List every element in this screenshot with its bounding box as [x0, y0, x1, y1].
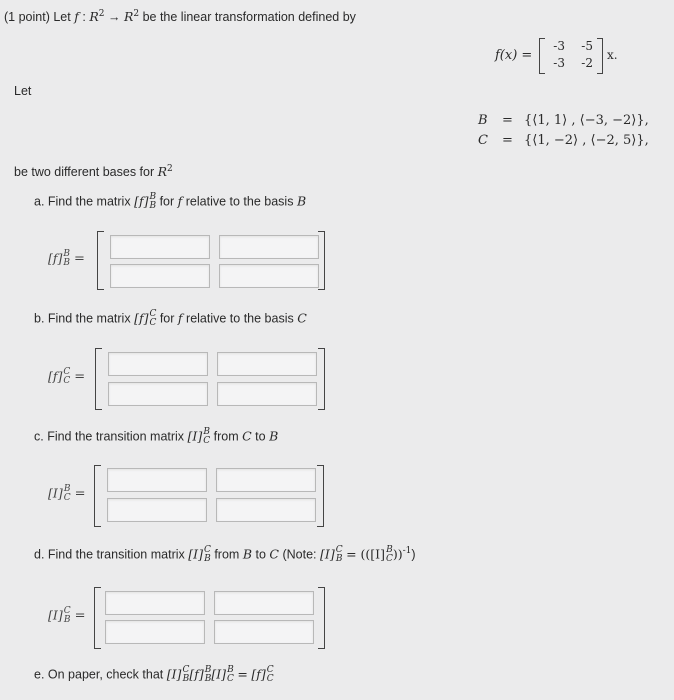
part-a-input-11[interactable]	[110, 235, 210, 259]
part-e-term-3: [I]	[211, 666, 227, 682]
def-m21: -3	[553, 56, 565, 70]
part-a-f: f	[177, 193, 183, 209]
part-d-question	[34, 546, 416, 564]
bases-note-power: 2	[167, 164, 173, 174]
part-d-from: from	[214, 547, 240, 562]
part-e-term-1-sup: C	[182, 665, 190, 675]
part-d-from-basis: B	[242, 546, 252, 562]
part-d-symbol: [I]	[188, 546, 203, 562]
part-e-term-1: [I]	[166, 666, 182, 682]
part-c-answer-sub: C	[63, 493, 71, 503]
bases-note	[14, 164, 173, 179]
definition-rhs: x.	[607, 48, 618, 62]
header-tail: be the linear transformation defined by	[142, 10, 356, 25]
part-a-sub: B	[149, 201, 157, 211]
part-e-term-3-scripts	[227, 666, 234, 684]
part-d-note-power: -1	[402, 546, 412, 557]
part-c-answer-symbol: [I]	[48, 485, 63, 501]
part-a-scripts	[149, 193, 156, 211]
part-d-answer-symbol: [I]	[48, 607, 63, 623]
part-d-input-21[interactable]	[105, 620, 205, 644]
part-d-input-22[interactable]	[214, 620, 314, 644]
bases-block	[478, 113, 668, 155]
part-b-question	[34, 310, 307, 328]
domain-space: R	[89, 9, 99, 25]
part-e-term-3-sup: B	[227, 665, 234, 675]
part-b-input-22[interactable]	[217, 382, 317, 406]
part-c-to: to	[255, 429, 266, 444]
part-d-input-12[interactable]	[214, 591, 314, 615]
part-d-note-inner-sup: B	[386, 545, 393, 555]
part-e-term-3-sub: C	[227, 674, 234, 684]
bases-note-space: R	[157, 164, 168, 180]
part-c-input-22[interactable]	[216, 498, 316, 522]
part-e-result-scripts	[267, 666, 274, 684]
part-d-bracket-left	[94, 587, 101, 649]
part-c-bracket-left	[94, 465, 101, 527]
problem-statement	[4, 9, 356, 24]
basis-C-name: C	[478, 133, 488, 148]
part-c-from: from	[213, 429, 239, 444]
basis-C-value: {⟨1, −2⟩ , ⟨−2, 5⟩},	[524, 133, 649, 148]
part-a-answer-sub: B	[63, 258, 71, 268]
part-b-answer-label	[48, 368, 85, 386]
part-d-sup: C	[203, 545, 211, 555]
part-b-answer-symbol: [f]	[48, 368, 63, 384]
part-b-bracket-right	[318, 348, 325, 410]
basis-B-value: {⟨1, 1⟩ , ⟨−3, −2⟩},	[524, 113, 649, 128]
part-c-symbol: [I]	[187, 428, 203, 444]
part-c-bracket-right	[317, 465, 324, 527]
part-b-input-21[interactable]	[108, 382, 208, 406]
part-e-equals: =	[237, 666, 248, 682]
part-b-relative: relative to the basis	[186, 311, 294, 326]
part-b-answer-sup: C	[63, 367, 71, 377]
part-a-answer-sup: B	[63, 249, 71, 259]
part-b-equals: =	[74, 369, 86, 385]
codomain-power: 2	[133, 9, 140, 19]
part-d-to: to	[255, 547, 266, 562]
part-d-note-formula: = (([I]	[346, 546, 385, 562]
part-a-prefix: a. Find the matrix	[34, 194, 131, 209]
part-b-input-12[interactable]	[217, 352, 317, 376]
part-b-bracket-left	[95, 348, 102, 410]
part-c-equals: =	[74, 486, 86, 502]
def-m11: -3	[553, 39, 565, 53]
part-b-answer-scripts	[63, 368, 70, 386]
let-label: Let	[14, 84, 32, 98]
part-d-note-end: )	[411, 547, 416, 562]
part-c-answer-label	[48, 485, 85, 503]
part-b-sub: C	[149, 318, 157, 328]
definition-bracket-left	[539, 38, 545, 74]
codomain-space: R	[123, 9, 134, 25]
def-m12: -5	[581, 39, 593, 53]
part-b-sup: C	[149, 309, 157, 319]
part-b-answer-sub: C	[63, 376, 71, 386]
part-d-to-basis: C	[269, 546, 279, 562]
def-m22: -2	[581, 56, 593, 70]
part-c-answer-scripts	[64, 485, 71, 503]
colon: :	[82, 10, 86, 25]
part-a-relative: relative to the basis	[185, 194, 294, 209]
part-a-equals: =	[74, 251, 85, 267]
part-d-bracket-right	[318, 587, 325, 649]
basis-B-equals: =	[502, 113, 513, 128]
part-a-answer-label	[48, 250, 85, 268]
definition-bracket-right	[597, 38, 603, 74]
part-d-note-close: ))	[392, 546, 403, 562]
part-d-input-11[interactable]	[105, 591, 205, 615]
part-e-term-2: [f]	[189, 666, 204, 682]
part-e-term-2-sub: B	[204, 674, 212, 684]
bases-note-text: be two different bases for	[14, 165, 155, 180]
part-d-note-inner-sub: C	[385, 554, 393, 564]
part-a-for: for	[159, 194, 175, 209]
part-b-f: f	[177, 310, 183, 326]
part-b-symbol: [f]	[134, 310, 149, 326]
definition	[495, 38, 635, 74]
basis-B-name: B	[478, 113, 488, 128]
part-a-bracket-right	[318, 231, 325, 290]
part-c-answer-sup: B	[63, 484, 71, 494]
part-b-scripts	[149, 310, 156, 328]
domain-power: 2	[98, 9, 105, 19]
part-c-sup: B	[203, 427, 210, 437]
part-c-scripts	[203, 428, 210, 446]
part-a-bracket-left	[97, 231, 104, 290]
part-c-from-basis: C	[242, 428, 252, 444]
part-c-to-basis: B	[269, 428, 279, 444]
part-e-prefix: e. On paper, check that	[34, 667, 164, 682]
part-d-note-symbol: [I]	[320, 546, 335, 562]
part-a-input-21[interactable]	[110, 264, 210, 288]
part-c-question	[34, 428, 278, 446]
part-a-symbol: [f]	[134, 193, 149, 209]
part-d-prefix: d. Find the transition matrix	[34, 547, 185, 562]
part-a-sup: B	[149, 192, 157, 202]
part-e-result: [f]	[251, 666, 266, 682]
function-symbol: f	[74, 9, 79, 25]
basis-C-equals: =	[502, 133, 513, 148]
part-e-result-sup: C	[266, 665, 274, 675]
part-d-sub: B	[204, 554, 211, 564]
part-d-note-inner-scripts	[386, 546, 393, 564]
part-a-answer-scripts	[63, 250, 70, 268]
part-c-prefix: c. Find the transition matrix	[34, 429, 185, 444]
part-d-answer-sub: B	[63, 615, 71, 625]
part-e-result-sub: C	[266, 674, 274, 684]
arrow-icon: →	[107, 10, 121, 25]
part-d-note-sup: C	[335, 545, 343, 555]
part-b-for: for	[159, 311, 175, 326]
part-d-equals: =	[74, 608, 86, 624]
part-a-input-22[interactable]	[219, 264, 319, 288]
points-label: (1 point)	[4, 10, 50, 25]
part-d-answer-sup: C	[63, 606, 71, 616]
part-a-basis: B	[296, 193, 307, 209]
part-e-term-2-sup: B	[204, 665, 212, 675]
part-d-scripts	[204, 546, 211, 564]
part-c-input-11[interactable]	[107, 468, 207, 492]
part-a-question	[34, 193, 306, 211]
definition-lhs: f(x) =	[495, 48, 533, 63]
part-b-basis: C	[297, 310, 307, 326]
part-d-answer-label	[48, 607, 85, 625]
part-a-input-12[interactable]	[219, 235, 319, 259]
part-b-input-11[interactable]	[108, 352, 208, 376]
part-c-sub: C	[203, 436, 211, 446]
part-d-note-sub: B	[335, 554, 343, 564]
part-c-input-21[interactable]	[107, 498, 207, 522]
part-e-question	[34, 666, 274, 684]
part-d-note-scripts	[336, 546, 343, 564]
part-e-term-1-sub: B	[182, 674, 190, 684]
part-d-answer-scripts	[64, 607, 71, 625]
part-a-answer-symbol: [f]	[48, 250, 63, 266]
part-c-input-12[interactable]	[216, 468, 316, 492]
intro-text: Let	[53, 10, 71, 25]
part-d-note-open: (Note:	[282, 547, 317, 562]
part-b-prefix: b. Find the matrix	[34, 311, 131, 326]
